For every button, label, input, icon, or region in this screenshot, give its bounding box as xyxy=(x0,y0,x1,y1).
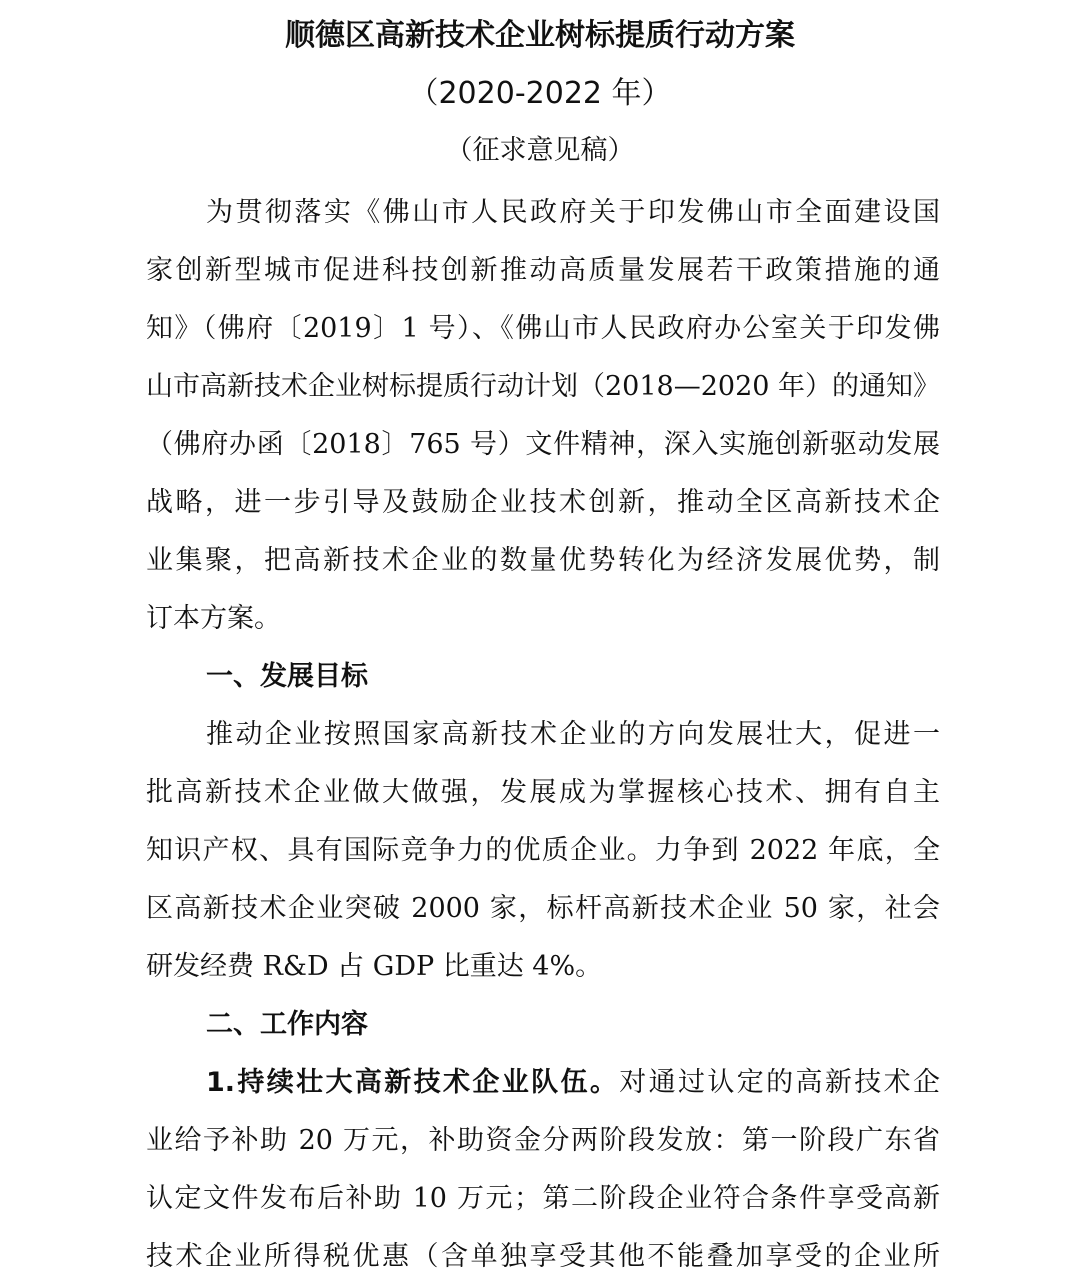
section2-line: 认定文件发布后补助 10 万元；第二阶段企业符合条件享受高新 xyxy=(146,1183,940,1214)
intro-line: （佛府办函〔2018〕765 号）文件精神，深入实施创新驱动发展 xyxy=(146,429,940,460)
section2-line: 技术企业所得税优惠（含单独享受其他不能叠加享受的企业所 xyxy=(146,1241,940,1272)
intro-line: 订本方案。 xyxy=(146,603,281,634)
draft-note: （征求意见稿） xyxy=(445,135,635,166)
section1-line: 研发经费 R&D 占 GDP 比重达 4%。 xyxy=(146,951,603,982)
section2-line: 业给予补助 20 万元，补助资金分两阶段发放：第一阶段广东省 xyxy=(146,1125,940,1156)
document-title: 顺德区高新技术企业树标提质行动方案 xyxy=(285,18,795,53)
intro-line: 知》（佛府〔2019〕1 号）、《佛山市人民政府办公室关于印发佛 xyxy=(146,313,940,344)
intro-line: 战略，进一步引导及鼓励企业技术创新，推动全区高新技术企 xyxy=(146,487,940,518)
section1-line: 批高新技术企业做大做强，发展成为掌握核心技术、拥有自主 xyxy=(146,777,940,808)
section-heading-work: 二、工作内容 xyxy=(206,1009,368,1040)
item1-lead: 1.持续壮大高新技术企业队伍。 xyxy=(206,1067,620,1098)
section1-line: 知识产权、具有国际竞争力的优质企业。力争到 2022 年底，全 xyxy=(146,835,940,866)
intro-line: 山市高新技术企业树标提质行动计划（2018—2020 年）的通知》 xyxy=(146,371,941,402)
item1-rest: 对通过认定的高新技术企 xyxy=(619,1067,940,1098)
section1-line: 推动企业按照国家高新技术企业的方向发展壮大，促进一 xyxy=(206,719,940,750)
section2-item1-first-line xyxy=(206,1065,940,1101)
section1-line: 区高新技术企业突破 2000 家，标杆高新技术企业 50 家，社会 xyxy=(146,893,940,924)
intro-line: 家创新型城市促进科技创新推动高质量发展若干政策措施的通 xyxy=(146,255,940,286)
section-heading-goals: 一、发展目标 xyxy=(206,661,368,692)
document-period: （2020-2022 年） xyxy=(408,76,672,111)
intro-line: 为贯彻落实《佛山市人民政府关于印发佛山市全面建设国 xyxy=(206,197,940,228)
intro-line: 业集聚，把高新技术企业的数量优势转化为经济发展优势，制 xyxy=(146,545,940,576)
